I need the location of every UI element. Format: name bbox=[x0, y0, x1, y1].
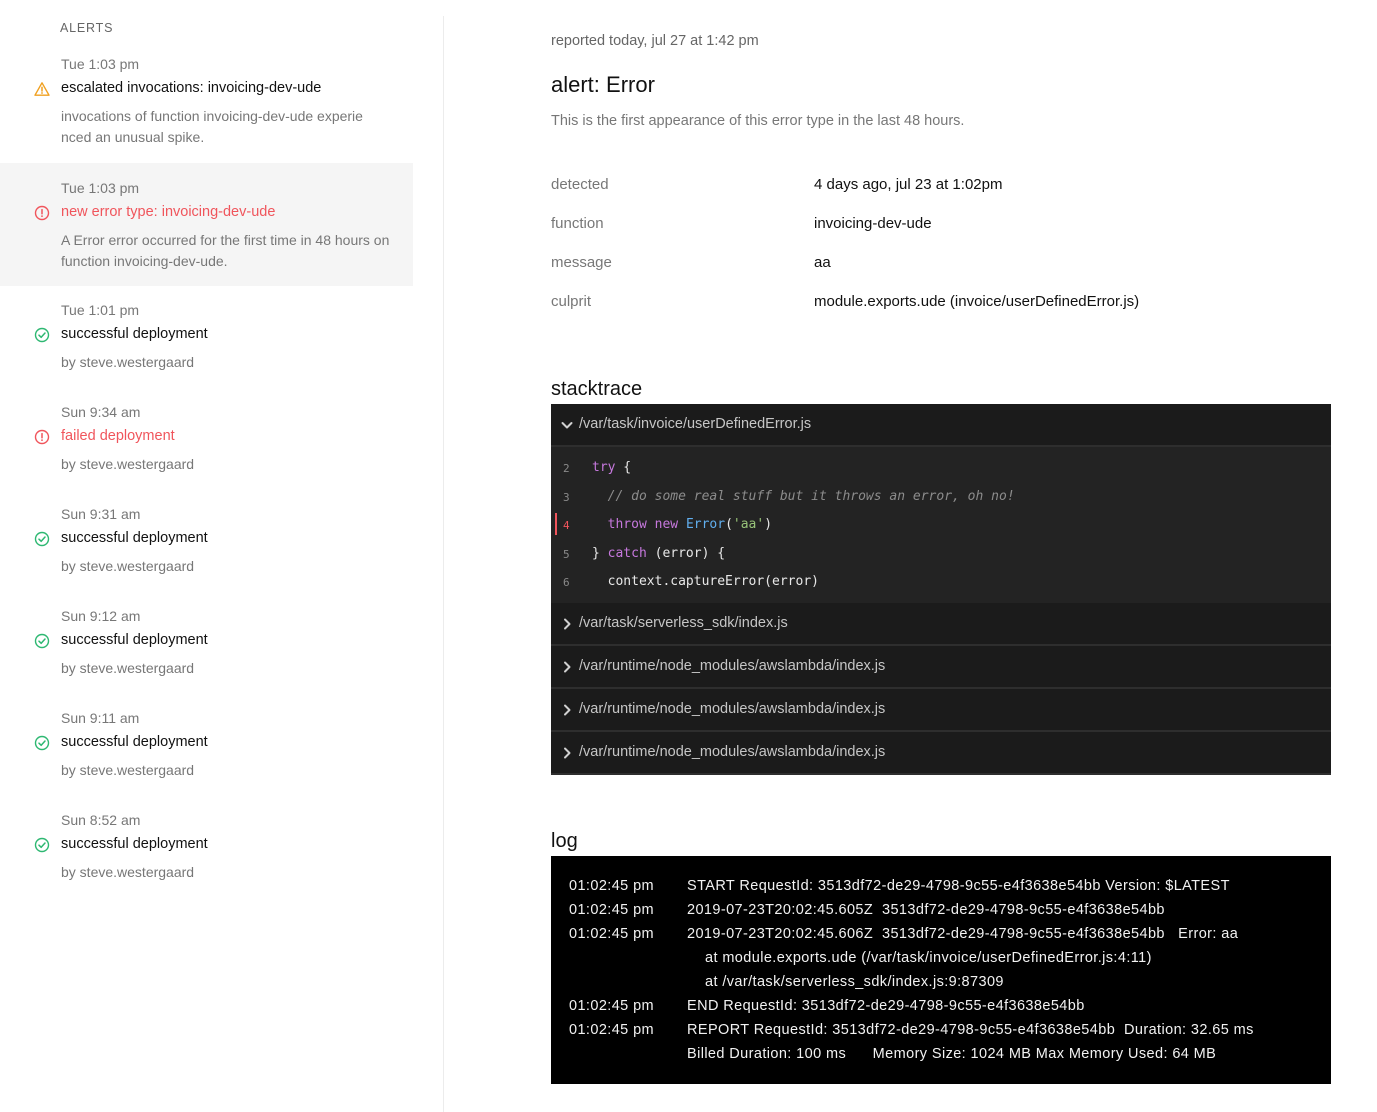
alert-subheading: This is the first appearance of this error type in the last 48 hours. bbox=[551, 113, 965, 129]
alert-item[interactable] bbox=[0, 292, 413, 394]
alert-time: Sun 8:52 am bbox=[61, 812, 141, 828]
warning-icon bbox=[34, 81, 50, 97]
alert-item[interactable] bbox=[0, 496, 413, 598]
detail-value: 4 days ago, jul 23 at 1:02pm bbox=[814, 176, 1003, 193]
detail-label: culprit bbox=[551, 293, 592, 310]
alert-time: Sun 9:12 am bbox=[61, 608, 141, 624]
alert-time: Sun 9:34 am bbox=[61, 404, 141, 420]
alert-description: A Error error occurred for the first time in 48 hours on function invoicing-dev-ude. bbox=[61, 232, 390, 269]
check-circle-icon bbox=[34, 633, 50, 649]
log-message: 2019-07-23T20:02:45.605Z 3513df72-de29-4798-9c55-e4f3638e54bb bbox=[687, 902, 1165, 918]
code-text: try { bbox=[592, 460, 632, 475]
stacktrace-panel bbox=[551, 404, 1331, 775]
log-timestamp: 01:02:45 pm bbox=[569, 1022, 655, 1038]
stack-frame-path: /var/task/invoice/userDefinedError.js bbox=[579, 416, 812, 432]
log-message: REPORT RequestId: 3513df72-de29-4798-9c55-e4f3638e54bb Duration: 32.65 ms bbox=[687, 1022, 1254, 1038]
code-line bbox=[551, 573, 1331, 595]
chevron-right-icon bbox=[559, 702, 575, 718]
alert-title: successful deployment bbox=[61, 632, 208, 648]
alert-time: Tue 1:03 pm bbox=[61, 56, 140, 72]
alert-title: successful deployment bbox=[61, 734, 208, 750]
log-message: 2019-07-23T20:02:45.606Z 3513df72-de29-4798-9c55-e4f3638e54bb Error: aa bbox=[687, 926, 1239, 942]
check-circle-icon bbox=[34, 735, 50, 751]
log-message: END RequestId: 3513df72-de29-4798-9c55-e4f3638e54bb bbox=[687, 998, 1085, 1014]
alert-heading: alert: Error bbox=[551, 72, 655, 97]
alert-title: successful deployment bbox=[61, 530, 208, 546]
detail-label: detected bbox=[551, 176, 609, 193]
alert-item[interactable] bbox=[0, 394, 413, 496]
alert-title: escalated invocations: invoicing-dev-ude bbox=[61, 80, 322, 96]
alert-item[interactable] bbox=[0, 700, 413, 802]
alert-item[interactable] bbox=[0, 802, 413, 904]
alert-title: new error type: invoicing-dev-ude bbox=[61, 204, 276, 220]
line-number: 6 bbox=[563, 576, 570, 589]
log-timestamp: 01:02:45 pm bbox=[569, 998, 655, 1014]
line-number: 4 bbox=[563, 519, 570, 532]
divider bbox=[443, 16, 444, 1112]
alert-description: by steve.westergaard bbox=[61, 456, 195, 472]
alert-time: Tue 1:03 pm bbox=[61, 180, 140, 196]
alert-description: by steve.westergaard bbox=[61, 354, 195, 370]
code-text: context.captureError(error) bbox=[592, 574, 819, 589]
alert-time: Sun 9:11 am bbox=[61, 710, 140, 726]
alert-title: successful deployment bbox=[61, 836, 208, 852]
sidebar-title: ALERTS bbox=[60, 21, 114, 35]
error-icon bbox=[34, 429, 50, 445]
alert-title: failed deployment bbox=[61, 428, 175, 444]
log-message: at module.exports.ude (/var/task/invoice/userDefinedError.js:4:11) bbox=[705, 950, 1152, 966]
log-message: START RequestId: 3513df72-de29-4798-9c55-e4f3638e54bb Version: $LATEST bbox=[687, 878, 1230, 894]
alert-item[interactable] bbox=[0, 598, 413, 700]
chevron-right-icon bbox=[559, 745, 575, 761]
detail-row-function bbox=[551, 215, 1331, 235]
stack-frame-header[interactable] bbox=[551, 603, 1331, 646]
stack-frame-header[interactable] bbox=[551, 689, 1331, 732]
check-circle-icon bbox=[34, 531, 50, 547]
code-line bbox=[551, 488, 1331, 510]
detail-row-culprit bbox=[551, 293, 1331, 313]
check-circle-icon bbox=[34, 327, 50, 343]
alert-description: by steve.westergaard bbox=[61, 660, 195, 676]
error-icon bbox=[34, 205, 50, 221]
alert-description: by steve.westergaard bbox=[61, 864, 195, 880]
reported-timestamp: reported today, jul 27 at 1:42 pm bbox=[551, 33, 759, 49]
code-text: throw new Error('aa') bbox=[607, 517, 773, 532]
code-line-error bbox=[551, 516, 1331, 538]
stack-frame-path: /var/runtime/node_modules/awslambda/index.js bbox=[579, 744, 886, 760]
log-message: at /var/task/serverless_sdk/index.js:9:87309 bbox=[705, 974, 1004, 990]
log-timestamp: 01:02:45 pm bbox=[569, 902, 655, 918]
alerts-sidebar bbox=[0, 0, 413, 1112]
detail-label: function bbox=[551, 215, 604, 232]
check-circle-icon bbox=[34, 837, 50, 853]
log-panel bbox=[551, 856, 1331, 1084]
stack-frame-path: /var/runtime/node_modules/awslambda/index.js bbox=[579, 658, 886, 674]
alert-item[interactable] bbox=[0, 46, 413, 163]
detail-row-detected bbox=[551, 176, 1331, 196]
stacktrace-title: stacktrace bbox=[551, 378, 643, 400]
alert-description: invocations of function invoicing-dev-ude experie nced an unusual spike. bbox=[61, 108, 363, 145]
stack-frame-header[interactable] bbox=[551, 404, 1331, 447]
code-snippet bbox=[551, 447, 1331, 603]
code-line bbox=[551, 459, 1331, 481]
line-number: 3 bbox=[563, 490, 570, 504]
stack-frame-header[interactable] bbox=[551, 732, 1331, 775]
alert-description: by steve.westergaard bbox=[61, 558, 195, 574]
stack-frame-path: /var/task/serverless_sdk/index.js bbox=[579, 615, 788, 631]
stack-frame-path: /var/runtime/node_modules/awslambda/index.js bbox=[579, 701, 886, 717]
log-timestamp: 01:02:45 pm bbox=[569, 926, 655, 942]
log-message: Billed Duration: 100 ms Memory Size: 1024 MB Max Memory Used: 64 MB bbox=[687, 1046, 1217, 1062]
chevron-down-icon bbox=[559, 417, 575, 433]
alert-time: Sun 9:31 am bbox=[61, 506, 141, 522]
log-title: log bbox=[551, 830, 578, 852]
chevron-right-icon bbox=[559, 616, 575, 632]
detail-label: message bbox=[551, 254, 612, 271]
alert-description: by steve.westergaard bbox=[61, 762, 195, 778]
line-number: 2 bbox=[563, 462, 570, 475]
alert-item[interactable] bbox=[0, 163, 413, 286]
line-number: 5 bbox=[563, 547, 570, 561]
detail-value: aa bbox=[814, 254, 831, 271]
code-text: // do some real stuff but it throws an error, oh no! bbox=[607, 488, 1015, 504]
chevron-right-icon bbox=[559, 659, 575, 675]
alert-title: successful deployment bbox=[61, 326, 208, 342]
code-line bbox=[551, 545, 1331, 567]
detail-row-message bbox=[551, 254, 1331, 274]
log-timestamp: 01:02:45 pm bbox=[569, 878, 655, 894]
detail-value: invoicing-dev-ude bbox=[814, 215, 932, 232]
detail-value: module.exports.ude (invoice/userDefinedError.js) bbox=[814, 293, 1140, 310]
code-text: } catch (error) { bbox=[592, 545, 726, 561]
stack-frame-header[interactable] bbox=[551, 646, 1331, 689]
alert-time: Tue 1:01 pm bbox=[61, 302, 140, 318]
